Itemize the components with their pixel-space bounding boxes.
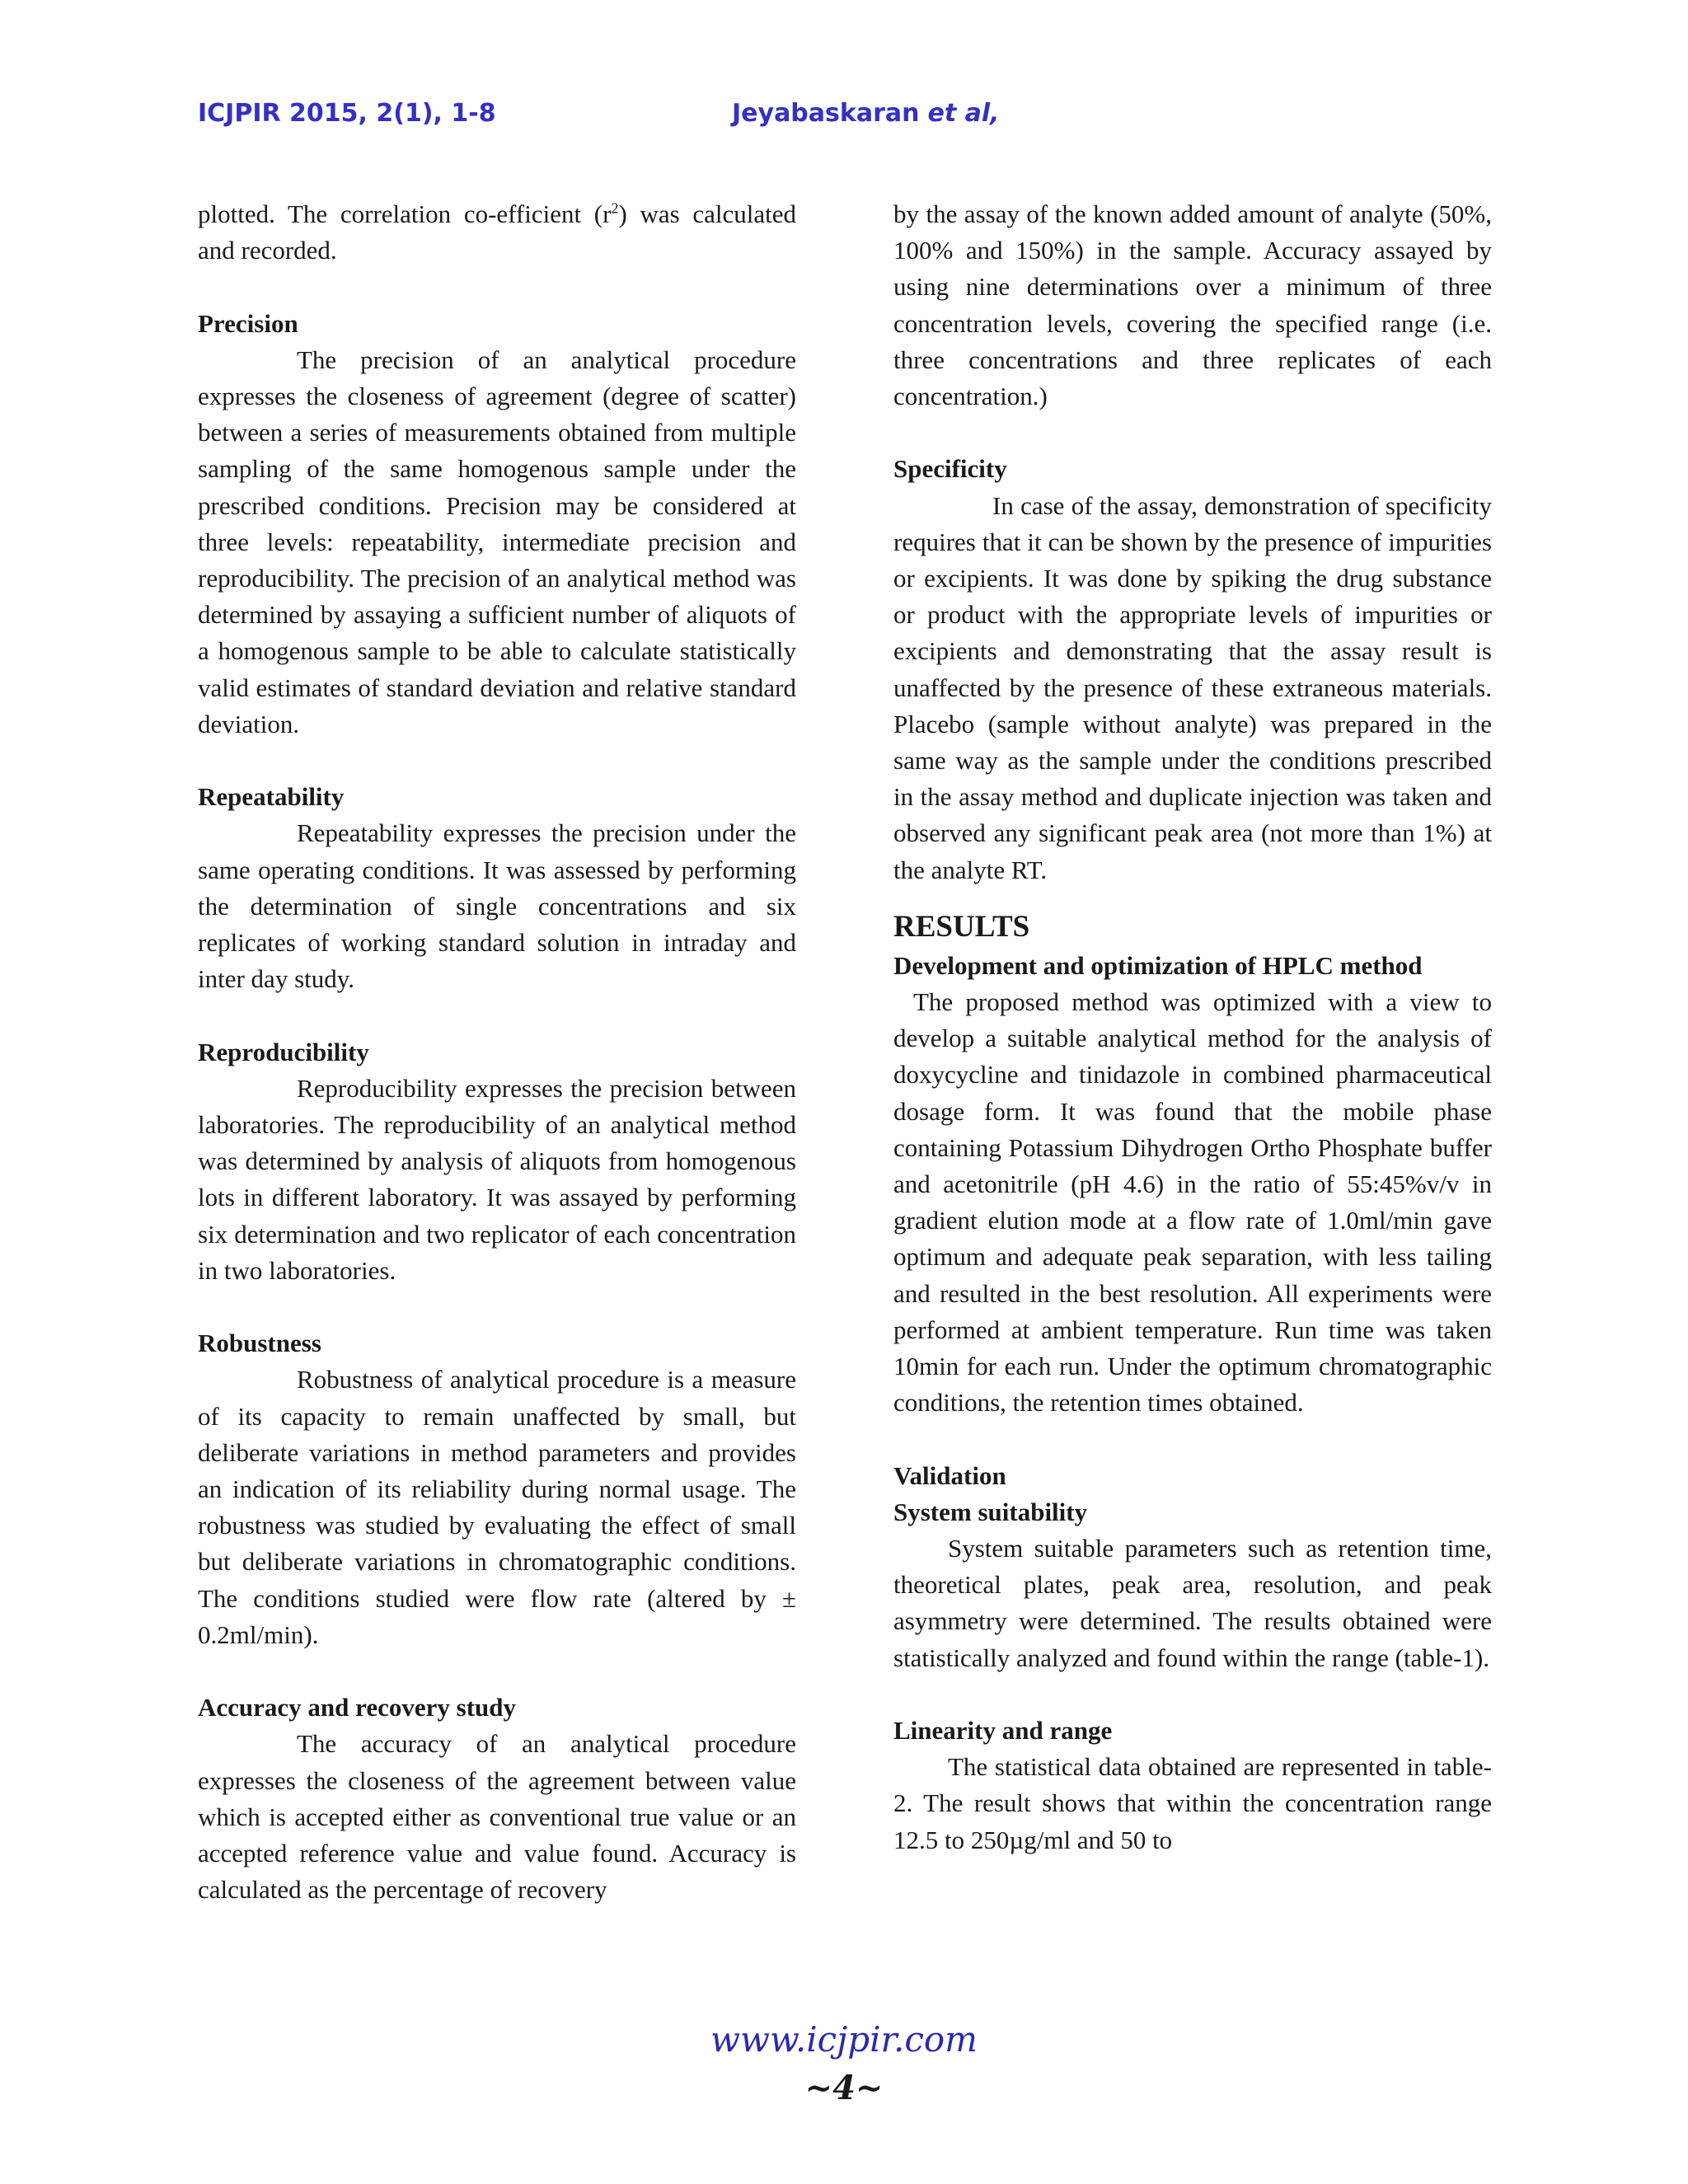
journal-url-link[interactable]: www.icjpir.com bbox=[710, 2019, 978, 2060]
page-number: ~4~ bbox=[804, 2069, 884, 2107]
superscript: 2 bbox=[611, 199, 619, 217]
reproducibility-paragraph: Reproducibility expresses the precision between laboratories. The reproducibility of an analytical method was determined by analysis of aliquots from homogenous lots in different laboratory. It was assayed by performing six determination and two replicator of each concentration in two laboratories. bbox=[198, 1073, 796, 1285]
precision-heading: Precision bbox=[198, 308, 298, 338]
results-heading: RESULTS bbox=[893, 909, 1030, 944]
linearity-heading: Linearity and range bbox=[893, 1716, 1113, 1746]
repeatability-heading: Repeatability bbox=[198, 782, 345, 812]
robustness-heading: Robustness bbox=[198, 1329, 321, 1358]
precision-paragraph: The precision of an analytical procedure expresses the closeness of agreement (degree of scatter) between a series of measurements obtained from multiple sampling of the same homogenous sample under the prescribed conditions. Precision may be considered at three levels: repeatability, intermediate precision and reproducibility. The precision of an analytical method was determined by assaying a sufficient number of aliquots of a homogenous sample to be able to calculate statistically valid estimates of standard deviation and relative standard deviation. bbox=[198, 344, 796, 738]
running-header bbox=[198, 99, 1484, 135]
accuracy-paragraph: The accuracy of an analytical procedure expresses the closeness of the agreement between value which is accepted either as conventional true value or an accepted reference value and value found. Accuracy is calculated as the percentage of recovery bbox=[198, 1729, 796, 1905]
system-suitability-heading: System suitability bbox=[893, 1497, 1088, 1526]
validation-heading: Validation bbox=[893, 1460, 1006, 1490]
hplc-paragraph: The proposed method was optimized with a view to develop a suitable analytical method for the analysis of doxycycline and tinidazole in combined pharmaceutical dosage form. It was found that the mobile phase containing Potassium Dihydrogen Ortho Phosphate buffer and acetonitrile (pH 4.6) in the ratio of 55:45%v/v in gradient elution mode at a flow rate of 1.0ml/min gave optimum and adequate peak separation, with less tailing and resulted in the best resolution. All experiments were performed at ambient temperature. Run time was taken 10min for each run. Under the optimum chromatographic conditions, the retention times obtained. bbox=[893, 987, 1492, 1418]
author-name: Jeyabaskaran bbox=[732, 99, 920, 128]
journal-citation: ICJPIR 2015, 2(1), 1-8 bbox=[198, 99, 496, 128]
hplc-heading: Development and optimization of HPLC method bbox=[893, 950, 1423, 980]
reproducibility-heading: Reproducibility bbox=[198, 1037, 369, 1066]
intro-paragraph: plotted. The correlation co-efficient $(r^2)$ was calculated and recorded. bbox=[198, 199, 797, 265]
robustness-paragraph: Robustness of analytical procedure is a measure of its capacity to remain unaffected by small, but deliberate variations in method parameters and provides an indication of its reliability during normal usage. The robustness was studied by evaluating the effect of small but deliberate variations in chromatographic conditions. The conditions studied were flow rate (altered by ± 0.2ml/min). bbox=[198, 1365, 796, 1649]
accuracy-heading: Accuracy and recovery study bbox=[198, 1693, 517, 1722]
accuracy-continued-paragraph: by the assay of the known added amount of analyte (50%, 100% and 150%) in the sample. Accuracy assayed by using nine determinations over a minimum of three concentration levels, covering the specified range (i.e. three concentrations and three replicates of each concentration.) bbox=[893, 199, 1492, 411]
linearity-paragraph: The statistical data obtained are represented in table-2. The result shows that within the concentration range 12.5 to 250µg/ml and 50 to bbox=[893, 1752, 1492, 1854]
repeatability-paragraph: Repeatability expresses the precision under the same operating conditions. It was assessed by performing the determination of single concentrations and six replicates of working standard solution in intraday and inter day study. bbox=[198, 818, 796, 994]
system-suitability-paragraph: System suitable parameters such as retention time, theoretical plates, peak area, resolution, and peak asymmetry were determined. The results obtained were statistically analyzed and found within the range (table-1). bbox=[893, 1534, 1492, 1672]
specificity-paragraph: In case of the assay, demonstration of specificity requires that it can be shown by the presence of impurities or excipients. It was done by spiking the drug substance or product with the appropriate levels of impurities or excipients and demonstrating that the assay result is unaffected by the presence of these extraneous materials. Placebo (sample without analyte) was prepared in the same way as the sample under the conditions prescribed in the assay method and duplicate injection was taken and observed any significant peak area (not more than 1%) at the analyte RT. bbox=[893, 490, 1492, 884]
author-line bbox=[732, 99, 1000, 128]
right-column bbox=[893, 196, 1492, 1858]
et-al: et al, bbox=[927, 99, 1000, 128]
left-column bbox=[198, 196, 796, 1908]
specificity-heading: Specificity bbox=[893, 454, 1007, 484]
